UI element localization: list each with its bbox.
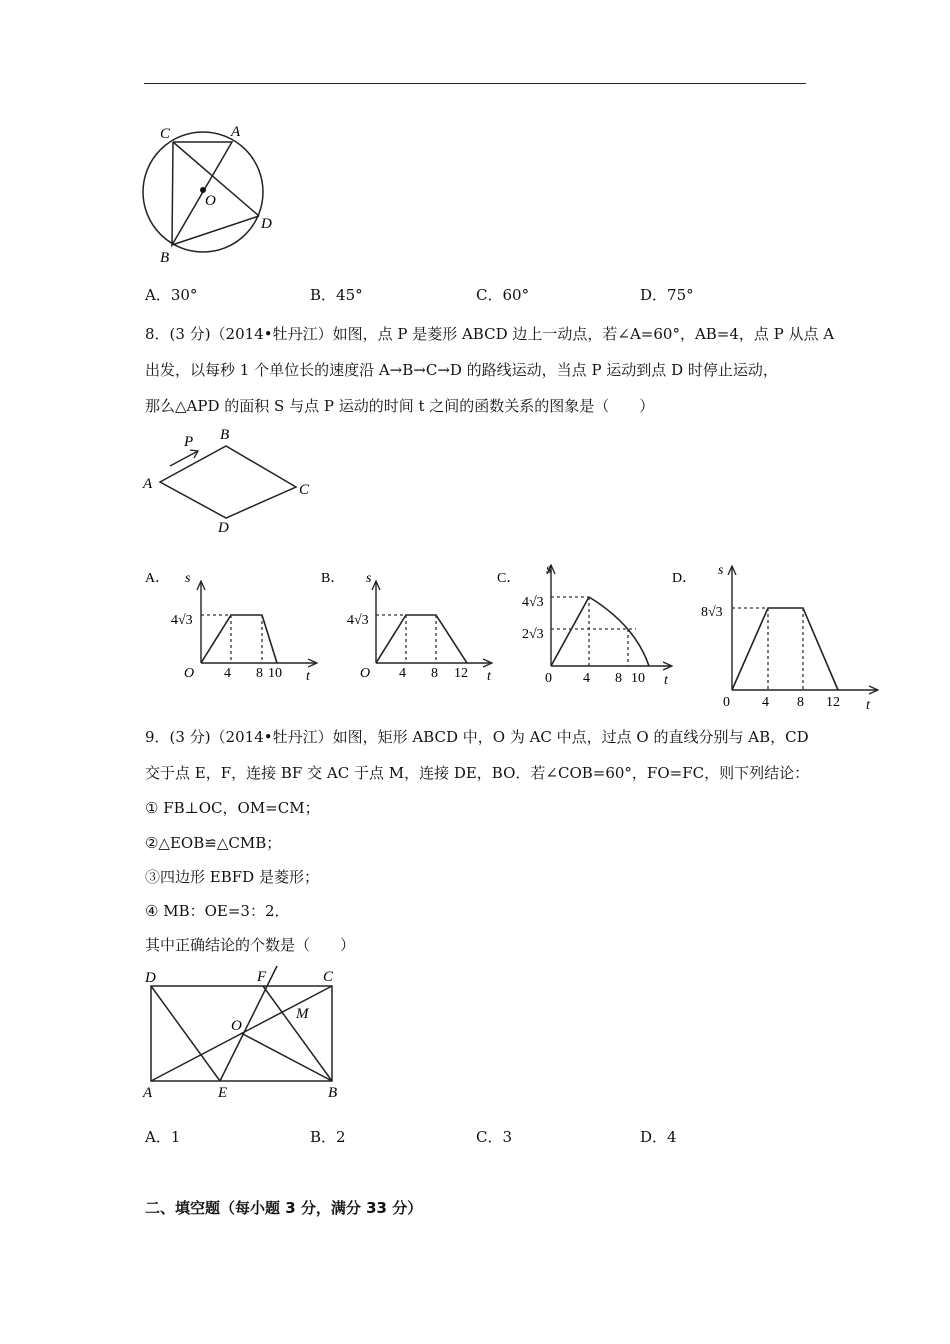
graph-option-d[interactable] — [672, 563, 877, 713]
q9-question: 其中正确结论的个数是（ ） — [145, 936, 356, 954]
q9-label-f: F — [257, 969, 267, 985]
graph-option-b[interactable] — [321, 571, 492, 684]
q8-option-graphs[interactable] — [140, 555, 885, 715]
graph-b-origin: O — [360, 666, 371, 681]
q9-option-b[interactable]: B．2 — [310, 1128, 346, 1146]
q7-option-a[interactable]: A．30° — [145, 286, 198, 304]
graph-d-y1: 8√3 — [701, 605, 723, 620]
graph-b-x2: 8 — [431, 666, 438, 681]
graph-a-t-label: t — [306, 669, 310, 684]
q7-option-c[interactable]: C．60° — [476, 286, 530, 304]
graph-c-x1: 4 — [583, 671, 590, 686]
graph-a-s-label: s — [185, 571, 191, 586]
q8-label-c: C — [299, 482, 310, 498]
graph-d-letter: D． — [672, 571, 697, 586]
q7-label-c: C — [160, 126, 171, 142]
q9-label-b: B — [328, 1085, 338, 1101]
graph-b-y1: 4√3 — [347, 613, 369, 628]
graph-b-s-label: s — [366, 571, 372, 586]
graph-c-t-label: t — [664, 673, 668, 688]
q9-label-m: M — [296, 1006, 309, 1022]
q9-option-c[interactable]: C．3 — [476, 1128, 513, 1146]
q7-option-b[interactable]: B．45° — [310, 286, 363, 304]
q9-statement-3: ③四边形 EBFD 是菱形； — [145, 868, 319, 886]
q7-circle-figure — [130, 118, 280, 268]
graph-b-x1: 4 — [399, 666, 406, 681]
q9-text-line-1: 9．(3 分)（2014•牡丹江）如图，矩形 ABCD 中，O 为 AC 中点，过点 O 的直线分别与 AB，CD — [145, 728, 809, 746]
graph-a-x2: 8 — [256, 666, 263, 681]
graph-c-letter: C． — [497, 571, 521, 586]
graph-d-s-label: s — [718, 563, 724, 578]
graph-a-letter: A． — [145, 571, 170, 586]
q8-rhombus-figure — [140, 425, 320, 537]
q9-label-a: A — [143, 1085, 153, 1101]
graph-c-x3: 10 — [631, 671, 645, 686]
graph-option-a[interactable] — [145, 571, 316, 684]
q8-label-b: B — [220, 427, 230, 443]
q9-statement-4: ④ MB：OE=3：2． — [145, 902, 290, 920]
q8-text-line-3: 那么△APD 的面积 S 与点 P 运动的时间 t 之间的函数关系的图象是（ ） — [145, 397, 655, 415]
q8-label-d: D — [218, 520, 229, 536]
q8-text-line-1: 8．(3 分)（2014•牡丹江）如图，点 P 是菱形 ABCD 边上一动点，若∠A=60°，AB=4，点 P 从点 A — [145, 325, 835, 343]
q9-statement-1: ① FB⊥OC，OM=CM； — [145, 799, 320, 817]
header-rule — [144, 83, 806, 84]
q9-label-e: E — [218, 1085, 228, 1101]
q9-option-d[interactable]: D．4 — [640, 1128, 677, 1146]
graph-a-x3: 10 — [268, 666, 282, 681]
graph-c-s-label: s — [546, 562, 552, 577]
graph-c-x2: 8 — [615, 671, 622, 686]
graph-a-origin: O — [184, 666, 195, 681]
graph-a-x1: 4 — [224, 666, 231, 681]
section-2-heading: 二、填空题（每小题 3 分，满分 33 分） — [145, 1199, 423, 1217]
graph-d-x1: 4 — [762, 695, 769, 710]
graph-a-y1: 4√3 — [171, 613, 193, 628]
q9-option-a[interactable]: A．1 — [145, 1128, 181, 1146]
q9-label-o: O — [231, 1018, 242, 1034]
q8-text-line-2: 出发，以每秒 1 个单位长的速度沿 A→B→C→D 的路线运动，当点 P 运动到点 D 时停止运动， — [145, 361, 778, 379]
q7-label-a: A — [231, 124, 241, 140]
q8-label-p: P — [184, 434, 194, 450]
graph-d-x2: 8 — [797, 695, 804, 710]
graph-c-y2: 2√3 — [522, 627, 544, 642]
q9-label-d: D — [145, 970, 156, 986]
q7-label-o: O — [205, 193, 216, 209]
graph-option-c[interactable] — [497, 562, 671, 688]
graph-b-x3: 12 — [454, 666, 468, 681]
q7-label-b: B — [160, 250, 170, 266]
graph-c-y1: 4√3 — [522, 595, 544, 610]
graph-b-t-label: t — [487, 669, 491, 684]
graph-d-t-label: t — [866, 698, 870, 713]
graph-c-origin: 0 — [545, 671, 552, 686]
q9-label-c: C — [323, 969, 334, 985]
graph-d-origin: 0 — [723, 695, 730, 710]
q7-option-d[interactable]: D．75° — [640, 286, 694, 304]
q8-label-a: A — [143, 476, 153, 492]
graph-d-x3: 12 — [826, 695, 840, 710]
graph-b-letter: B． — [321, 571, 345, 586]
q7-label-d: D — [261, 216, 272, 232]
q9-rectangle-figure — [140, 962, 350, 1102]
q9-statement-2: ②△EOB≌△CMB； — [145, 834, 282, 852]
q9-text-line-2: 交于点 E，F，连接 BF 交 AC 于点 M，连接 DE，BO．若∠COB=60°，FO=FC，则下列结论： — [145, 764, 810, 782]
